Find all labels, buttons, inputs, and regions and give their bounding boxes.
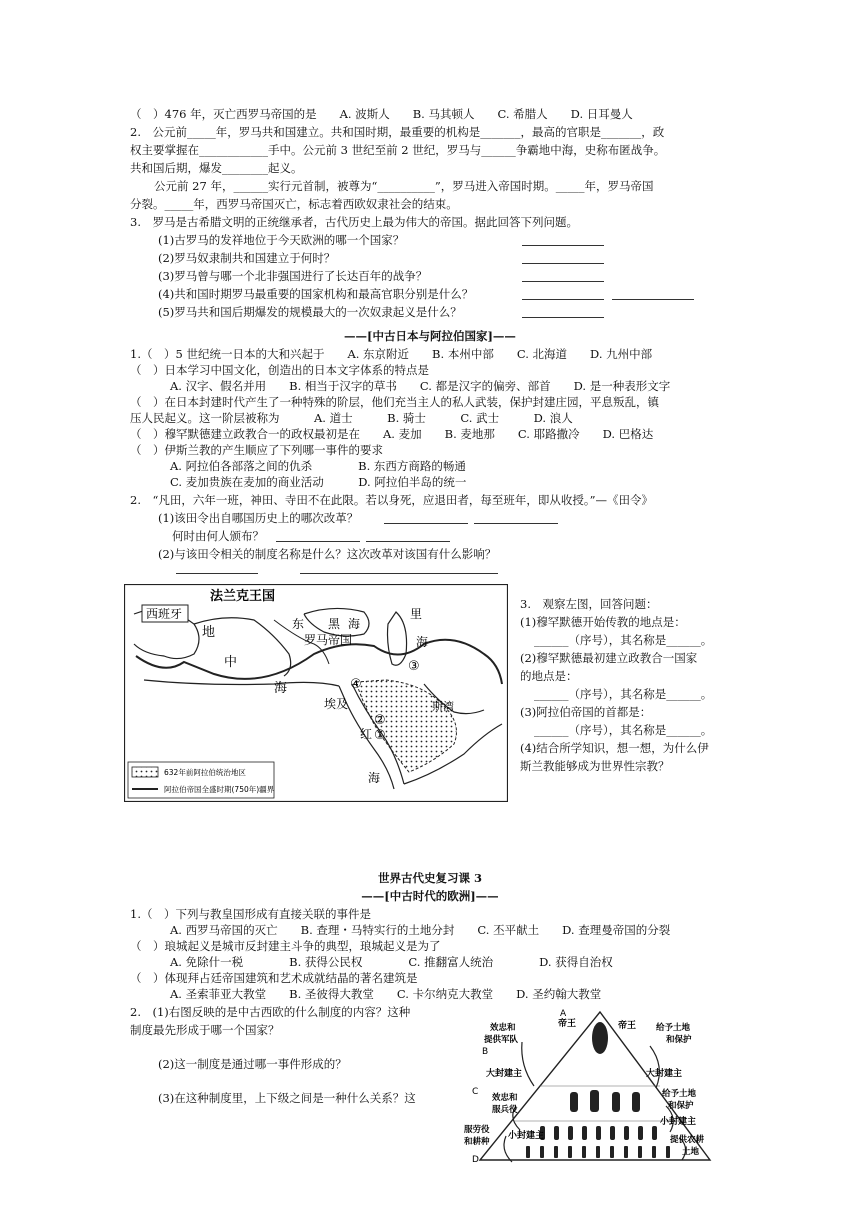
question-papal-states-options: A. 西罗马帝国的灭亡 B. 查理・马特实行的土地分封 C. 丕平献土 D. 查理曼帝国的分裂 [170,923,671,937]
question-feudal-2: (2)这一制度是通过哪一事件形成的？ [158,1057,347,1071]
label-gulf: 斯湾 [432,700,454,713]
question-2-line-4: 公元前 27 年，______实行元首制，被尊为“__________”，罗马进入帝国时期。_____年，罗马帝国 [154,179,654,193]
question-3-item: (2)罗马奴隶制共和国建立于何时？ [158,251,336,265]
label-loyalty-service-2: 服兵役 [492,1105,518,1115]
label-med-di: 地 [202,625,216,640]
answer-line [522,281,604,282]
answer-line [522,317,604,318]
question-2-line-5: 分裂。_____年，西罗马帝国灭亡，标志着西欧奴隶社会的结束。 [130,197,458,211]
label-labor-1: 服劳役 [464,1125,490,1135]
question-islam-options-1: A. 阿拉伯各部落之间的仇杀 B. 东西方商路的畅通 [170,459,466,473]
map-question-line: (2)穆罕默德最初建立政教合一国家 [520,651,698,665]
question-3-item: (3)罗马曾与哪一个北非强国进行了长达百年的战争？ [158,269,428,283]
label-med-zhong: 中 [224,655,238,670]
label-land-protect-4: 和保护 [668,1101,694,1111]
map-marker-2: ② [374,713,386,728]
map-question-line: ______（序号），其名称是______。 [534,633,713,647]
label-farmland-1: 提供农耕 [670,1135,705,1145]
label-black: 黑 [328,617,341,631]
map-question-line: ______（序号），其名称是______。 [534,723,713,737]
question-3-item: (5)罗马共和国后期爆发的规模最大的一次奴隶起义是什么？ [158,305,462,319]
question-tianling: 2. “凡田，六年一班，神田、寺田不在此限。若以身死，应退田者，每至班年，即从收授。”—《田令》 [130,493,653,507]
question-tianling-2: (2)与该田令相关的制度名称是什么？这次改革对该国有什么影响？ [158,547,497,561]
label-small-lord-right: 小封建主 [660,1117,697,1127]
label-land-protect-1: 给予土地 [656,1023,691,1033]
pyramid-level-a: A [560,1009,567,1019]
map-question-line: 3. 观察左图，回答问题： [520,597,658,611]
question-2-line-1: 2. 公元前_____年，罗马共和国建立。共和国时期，最重要的机构是_______，最高的官职是_______，政 [130,125,665,139]
map-question-line: (1)穆罕默德开始传教的地点是： [520,615,686,629]
question-feudal-1: 2. (1)右图反映的是中古西欧的什么制度的内容？这种 [130,1005,411,1019]
label-loyalty-army-2: 提供军队 [484,1035,519,1045]
question-laon: （ ）琅城起义是城市反封建主斗争的典型，琅城起义是为了 [130,939,441,953]
question-byzantine: （ ）体现拜占廷帝国建筑和艺术成就结晶的著名建筑是 [130,971,418,985]
question-476: （ ）476 年，灭亡西罗马帝国的是 A. 波斯人 B. 马其顿人 C. 希腊人 D. 日耳曼人 [130,107,633,121]
label-egypt: 埃及 [324,697,349,711]
answer-line [522,263,604,264]
question-2-line-3: 共和国后期，爆发________起义。 [130,161,303,175]
legend-pre-632: 632年前阿拉伯统治地区 [164,768,246,777]
feudal-pyramid-diagram [460,1006,720,1166]
legend-750-boundary: 阿拉伯帝国全盛时期(750年)疆界 [164,785,275,794]
label-small-lord-left: 小封建主 [508,1131,545,1141]
question-samurai-line-2: 压人民起义。这一阶层被称为 A. 道士 B. 骑士 C. 武士 D. 浪人 [130,411,573,425]
question-3-item: (4)共和国时期罗马最重要的国家机构和最高官职分别是什么？ [158,287,474,301]
label-frankish-kingdom: 法兰克王国 [210,589,276,604]
label-emperor-right: 帝王 [618,1021,637,1031]
label-loyalty-service-1: 效忠和 [492,1093,518,1103]
label-spain: 西班牙 [146,607,183,621]
lesson-title: 世界古代史复习课 3 [377,871,482,885]
question-japanese-script: （ ）日本学习中国文化，创造出的日本文字体系的特点是 [130,363,429,377]
label-loyalty-army-1: 效忠和 [490,1023,516,1033]
answer-line [300,573,498,574]
answer-line [522,299,604,300]
label-land-protect-3: 给予土地 [662,1089,697,1099]
label-roman-empire: 罗马帝国 [304,633,353,647]
map-marker-3: ③ [408,659,420,674]
answer-line [612,299,694,300]
pyramid-level-d: D [472,1155,479,1165]
question-yamato: 1.（ ）5 世纪统一日本的大和兴起于 A. 东京附近 B. 本州中部 C. 北海道 D. 九州中部 [130,347,653,361]
label-caspian-li: 里 [410,607,423,621]
question-3-item: (1)古罗马的发祥地位于今天欧洲的哪一个国家？ [158,233,405,247]
question-islam: （ ）伊斯兰教的产生顺应了下列哪一事件的要求 [130,443,383,457]
answer-line [474,523,558,524]
pyramid-level-b: B [482,1047,489,1057]
label-labor-2: 和耕种 [464,1137,490,1147]
section-heading-medieval-europe: ——[中古时代的欧洲]—— [361,889,499,903]
question-islam-options-2: C. 麦加贵族在麦加的商业活动 D. 阿拉伯半岛的统一 [170,475,467,489]
pyramid-level-c: C [472,1087,479,1097]
label-red: 红 [360,727,373,741]
label-emperor-left: 帝王 [558,1019,577,1029]
label-caspian-hai: 海 [416,635,429,649]
answer-line [384,523,468,524]
map-marker-1: ① [374,728,386,743]
section-heading-japan-arab: ——[中古日本与阿拉伯国家]—— [344,329,516,343]
question-laon-options: A. 免除什一税 B. 获得公民权 C. 推翻富人统治 D. 获得自治权 [170,955,613,969]
map-question-line: (4)结合所学知识，想一想，为什么伊 [520,741,709,755]
question-feudal-3: (3)在这种制度里，上下级之间是一种什么关系？这 [158,1091,416,1105]
arab-empire-map [124,584,508,802]
question-byzantine-options: A. 圣索菲亚大教堂 B. 圣彼得大教堂 C. 卡尔纳克大教堂 D. 圣约翰大教堂 [170,987,602,1001]
answer-line [176,573,258,574]
question-samurai-line-1: （ ）在日本封建时代产生了一种特殊的阶层，他们充当主人的私人武装，保护封建庄园，平息叛乱，镇 [130,395,659,409]
label-farmland-2: 土地 [682,1147,700,1157]
question-2-line-2: 权主要掌握在____________手中。公元前 3 世纪至前 2 世纪，罗马与______争霸地中海，史称布匿战争。 [130,143,666,157]
label-great-lord-left: 大封建主 [486,1069,523,1079]
label-black-sea: 海 [348,617,361,631]
label-great-lord-right: 大封建主 [646,1069,683,1079]
question-muhammad: （ ）穆罕默德建立政教合一的政权最初是在 A. 麦加 B. 麦地那 C. 耶路撒冷 D. 巴格达 [130,427,654,441]
label-red-sea: 海 [368,771,381,785]
question-3-intro: 3. 罗马是古希腊文明的正统继承者，古代历史上最为伟大的帝国。据此回答下列问题。 [130,215,578,229]
map-question-line: ______（序号），其名称是______。 [534,687,713,701]
answer-line [276,541,360,542]
label-land-protect-2: 和保护 [666,1035,692,1045]
map-question-line: (3)阿拉伯帝国的首都是： [520,705,652,719]
map-question-line: 斯兰教能够成为世界性宗教？ [520,759,670,773]
question-feudal-1b: 制度最先形成于哪一个国家？ [130,1023,280,1037]
question-japanese-script-options: A. 汉字、假名并用 B. 相当于汉字的草书 C. 都是汉字的偏旁、部首 D. 是一种表形文字 [170,379,671,393]
question-papal-states: 1.（ ）下列与教皇国形成有直接关联的事件是 [130,907,371,921]
map-question-line: 的地点是： [520,669,578,683]
label-dong: 东 [292,617,305,631]
map-marker-4: ④ [350,677,362,692]
question-tianling-1b: 何时由何人颁布？ [172,529,264,543]
answer-line [522,245,604,246]
answer-line [366,541,450,542]
label-med-hai: 海 [274,681,288,696]
question-tianling-1: (1)该田令出自哪国历史上的哪次改革？ [158,511,359,525]
